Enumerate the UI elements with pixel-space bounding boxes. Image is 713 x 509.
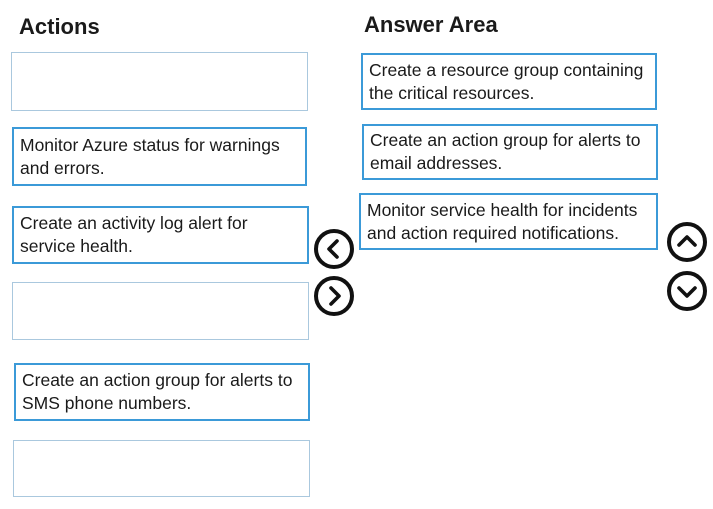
- answer-item-email-action-group[interactable]: [362, 124, 658, 180]
- chevron-left-icon: [323, 238, 345, 260]
- action-item-monitor-azure-status[interactable]: [12, 127, 307, 186]
- action-item-text: Create an activity log alert for service health.: [20, 213, 248, 256]
- move-down-button[interactable]: [667, 271, 707, 311]
- action-slot-empty-1[interactable]: [11, 52, 308, 111]
- action-item-activity-log-alert[interactable]: [12, 206, 309, 264]
- answer-item-service-health[interactable]: [359, 193, 658, 250]
- action-slot-empty-2[interactable]: [12, 282, 309, 340]
- action-item-text: Create an action group for alerts to SMS phone numbers.: [22, 370, 293, 413]
- move-up-button[interactable]: [667, 222, 707, 262]
- answer-item-text: Create an action group for alerts to email addresses.: [370, 130, 641, 173]
- action-item-sms-action-group[interactable]: [14, 363, 310, 421]
- answer-item-text: Monitor service health for incidents and action required notifications.: [367, 199, 638, 243]
- chevron-down-icon: [676, 280, 698, 302]
- action-item-text: Monitor Azure status for warnings and errors.: [20, 134, 280, 178]
- actions-heading: Actions: [19, 14, 100, 39]
- answer-area-heading: Answer Area: [364, 12, 498, 37]
- chevron-up-icon: [676, 231, 698, 253]
- answer-item-resource-group[interactable]: [361, 53, 657, 110]
- action-slot-empty-3[interactable]: [13, 440, 310, 497]
- chevron-right-icon: [323, 285, 345, 307]
- answer-item-text: Create a resource group containing the critical resources.: [369, 59, 644, 103]
- move-right-button[interactable]: [314, 276, 354, 316]
- move-left-button[interactable]: [314, 229, 354, 269]
